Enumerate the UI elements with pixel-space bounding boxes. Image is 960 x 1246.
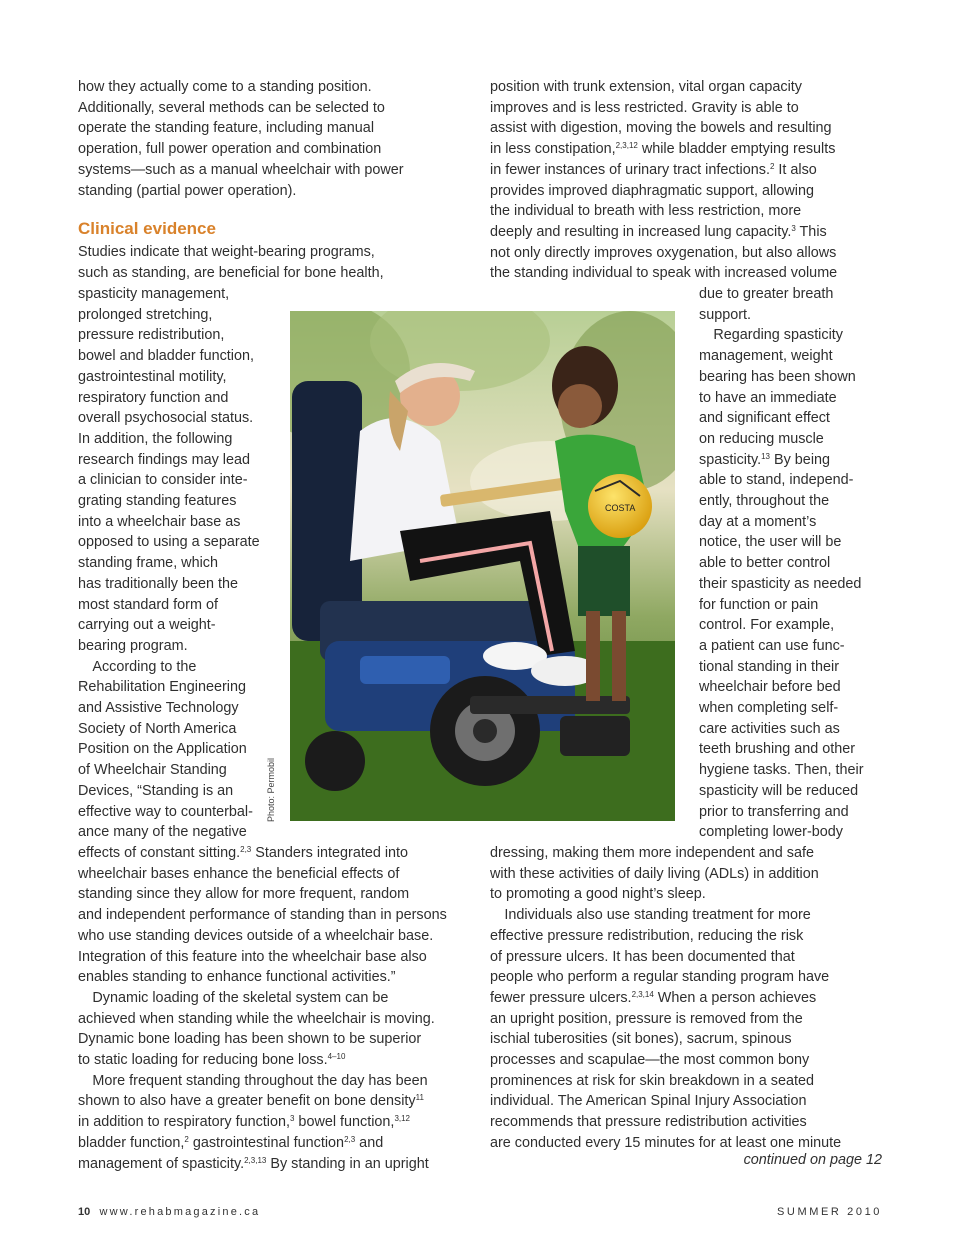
issue-label: SUMMER 2010: [776, 1206, 882, 1218]
text-line: tional standing in their: [699, 658, 839, 675]
text-line: provides improved diaphragmatic support, allowing: [490, 182, 814, 199]
text-line: in addition to respiratory function,$^3$ bowel function,$^{3,12}$: [78, 1114, 411, 1131]
text-line: who use standing devices outside of a wheelchair base.: [78, 927, 434, 944]
text-line: wheelchair before bed: [699, 679, 841, 696]
text-line: care activities such as: [699, 720, 840, 737]
ball-text: COSTA: [605, 503, 636, 513]
text-line: enables standing to enhance functional activities.”: [78, 969, 396, 986]
text-line: assist with digestion, moving the bowels and resulting: [490, 120, 832, 137]
text-line: in fewer instances of urinary tract infections.$^2$ It also: [490, 161, 817, 178]
text-line: on reducing muscle: [699, 430, 824, 447]
text-line: and independent performance of standing than in persons: [78, 907, 447, 924]
page-number: 10: [78, 1206, 91, 1218]
text-line: effective way to counterbal-: [78, 803, 253, 820]
text-line: Society of North America: [78, 720, 237, 737]
text-line: the standing individual to speak with increased volume: [490, 265, 838, 282]
text-line: Studies indicate that weight-bearing programs,: [78, 244, 375, 260]
text-line: people who perform a regular standing program have: [490, 969, 830, 986]
text-line: support.: [699, 306, 751, 323]
text-line: and Assistive Technology: [78, 700, 239, 716]
text-line: their spasticity as needed: [699, 575, 862, 592]
text-line: how they actually come to a standing position.: [78, 79, 372, 95]
text-line: management of spasticity.$^{2,3,13}$ By standing in an upright: [78, 1155, 429, 1172]
text-line: hygiene tasks. Then, their: [699, 762, 864, 779]
text-line: in less constipation,$^{2,3,12}$ while bladder emptying results: [490, 141, 836, 158]
text-line: prominences at risk for skin breakdown in a seated: [490, 1072, 814, 1089]
footer-left: [78, 1206, 260, 1218]
text-line: effects of constant sitting.$^{2,3}$ Standers integrated into: [78, 845, 409, 861]
text-line: According to the: [78, 658, 197, 675]
text-line: teeth brushing and other: [699, 741, 856, 758]
text-line: shown to also have a greater benefit on bone density$^{11}$: [78, 1093, 424, 1110]
text-line: Regarding spasticity: [699, 327, 843, 344]
text-line: spasticity management,: [78, 286, 230, 302]
text-line: pressure redistribution,: [78, 327, 225, 344]
text-line: More frequent standing throughout the day has been: [78, 1072, 428, 1089]
text-line: of pressure ulcers. It has been documented that: [490, 948, 795, 965]
text-line: opposed to using a separate: [78, 534, 260, 551]
text-line: ance many of the negative: [78, 824, 247, 841]
text-line: research findings may lead: [78, 451, 250, 468]
text-line: most standard form of: [78, 596, 218, 613]
text-line: systems—such as a manual wheelchair with power: [78, 161, 404, 178]
text-line: standing (partial power operation).: [78, 182, 297, 199]
text-line: individual. The American Spinal Injury Association: [490, 1093, 807, 1110]
text-line: such as standing, are beneficial for bone health,: [78, 264, 384, 281]
text-line: effective pressure redistribution, reducing the risk: [490, 927, 804, 944]
text-line: achieved when standing while the wheelchair is moving.: [78, 1010, 435, 1027]
text-line: standing since they allow for more frequent, random: [78, 886, 410, 903]
continued-note: continued on page 12: [743, 1152, 882, 1168]
text-line: recommends that pressure redistribution activities: [490, 1114, 807, 1131]
text-line: bowel and bladder function,: [78, 348, 255, 365]
text-line: bladder function,$^2$ gastrointestinal function$^{2,3}$ and: [78, 1134, 384, 1151]
text-line: due to greater breath: [699, 286, 834, 302]
text-line: Dynamic loading of the skeletal system can be: [78, 989, 389, 1006]
text-line: spasticity will be reduced: [699, 782, 859, 799]
text-line: spasticity.$^{13}$ By being: [699, 451, 831, 468]
heading-clinical-evidence: Clinical evidence: [78, 219, 216, 238]
text-line: operation, full power operation and combination: [78, 141, 382, 158]
text-line: a clinician to consider inte-: [78, 472, 248, 489]
text-line: operate the standing feature, including manual: [78, 120, 375, 137]
text-line: fewer pressure ulcers.$^{2,3,14}$ When a person achieves: [490, 989, 817, 1006]
text-line: gastrointestinal motility,: [78, 368, 227, 385]
text-line: bearing program.: [78, 637, 188, 654]
website-link[interactable]: www.rehabmagazine.ca: [99, 1206, 261, 1218]
text-line: are conducted every 15 minutes for at least one minute: [490, 1134, 842, 1151]
text-line: to promoting a good night’s sleep.: [490, 886, 706, 903]
text-line: and significant effect: [699, 410, 830, 427]
text-line: to static loading for reducing bone loss.$^{4-10}$: [78, 1052, 346, 1068]
text-line: carrying out a weight-: [78, 617, 216, 634]
text-line: standing frame, which: [78, 555, 218, 572]
text-line: able to stand, independ-: [699, 472, 854, 489]
article-photo: [290, 311, 675, 821]
text-line: prolonged stretching,: [78, 306, 213, 323]
text-line: not only directly improves oxygenation, but also allows: [490, 244, 837, 261]
text-line: day at a moment’s: [699, 513, 817, 530]
text-line: wheelchair bases enhance the beneficial effects of: [78, 865, 400, 882]
text-line: to have an immediate: [699, 389, 837, 406]
text-line: of Wheelchair Standing: [78, 762, 227, 779]
text-line: bearing has been shown: [699, 368, 856, 385]
text-line: ently, throughout the: [699, 493, 830, 509]
text-line: Individuals also use standing treatment for more: [490, 907, 811, 924]
text-line: grating standing features: [78, 493, 237, 509]
text-line: position with trunk extension, vital organ capacity: [490, 79, 802, 95]
text-line: into a wheelchair base as: [78, 513, 241, 530]
text-line: the individual to breath with less restriction, more: [490, 203, 802, 220]
text-line: deeply and resulting in increased lung capacity.$^3$ This: [490, 223, 827, 240]
text-line: improves and is less restricted. Gravity is able to: [490, 99, 799, 116]
text-line: control. For example,: [699, 617, 835, 634]
text-line: an upright position, pressure is removed from the: [490, 1010, 803, 1027]
text-line: has traditionally been the: [78, 575, 239, 592]
photo-illustration: [290, 311, 675, 821]
text-line: Rehabilitation Engineering: [78, 679, 247, 696]
text-line: Additionally, several methods can be selected to: [78, 99, 385, 116]
text-line: for function or pain: [699, 596, 819, 613]
text-line: overall psychosocial status.: [78, 410, 254, 427]
text-line: prior to transferring and: [699, 803, 849, 820]
text-line: Devices, “Standing is an: [78, 782, 234, 799]
text-line: Position on the Application: [78, 741, 247, 758]
text-line: processes and scapulae—the most common bony: [490, 1052, 810, 1068]
text-line: In addition, the following: [78, 430, 233, 447]
text-line: respiratory function and: [78, 389, 229, 406]
text-line: ischial tuberosities (sit bones), sacrum, spinous: [490, 1031, 792, 1048]
text-line: dressing, making them more independent and safe: [490, 845, 814, 861]
text-line: Integration of this feature into the wheelchair base also: [78, 948, 427, 965]
text-line: with these activities of daily living (ADLs) in addition: [490, 865, 819, 882]
photo-credit: Photo: Permobil: [266, 757, 276, 822]
text-line: Dynamic bone loading has been shown to be superior: [78, 1031, 422, 1048]
text-line: able to better control: [699, 555, 831, 572]
text-line: when completing self-: [699, 700, 839, 716]
text-line: notice, the user will be: [699, 534, 842, 551]
text-line: a patient can use func-: [699, 637, 845, 654]
text-line: management, weight: [699, 348, 833, 365]
text-line: completing lower-body: [699, 824, 843, 841]
